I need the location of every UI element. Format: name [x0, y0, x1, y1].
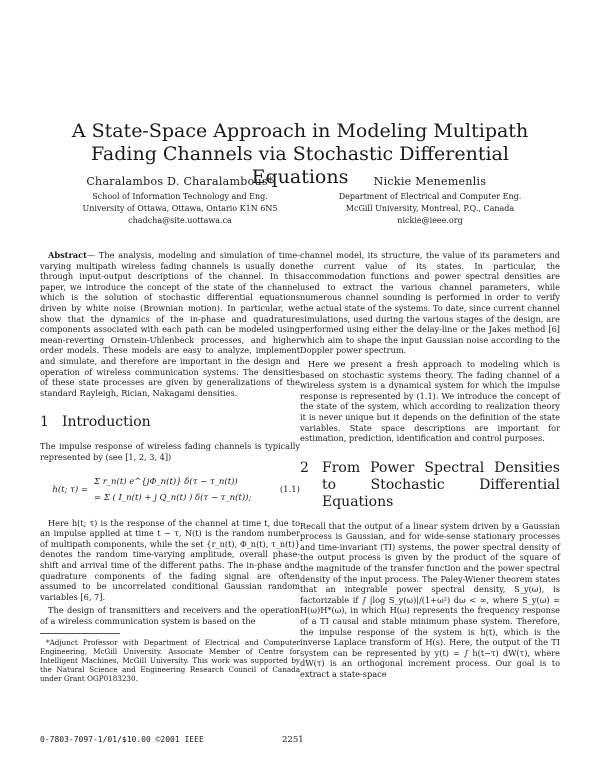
- paragraph: Here we present a fresh approach to modeling which is based on stochastic systems theory. The fading channel of a wireless system is a dynamical system for which the impulse response is represented by (1.1). We introduce the concept of the state of the system, which according to realization theory it is never unique but it depends on the definition of the state variables. State space descriptions are important for estimation, prediction, identification and control purposes.: [300, 358, 560, 444]
- title-line-1: A State-Space Approach in Modeling Multipath: [71, 120, 529, 142]
- title-line-2: Fading Channels via Stochastic Differential Equations: [91, 143, 509, 188]
- paragraph: channel model, its structure, the value of its parameters and the current value of its states. In particular, the accommodation functions and power spectral densities are used to extract the various channel parameters, while numerous channel sounding is performed in order to verify the actual state of the systems. To date, since current channel simulations, used during the various stages of the design, are performed using either the delay-line or the Jakes method [6] which aim to shape the input Gaussian noise according to the Doppler power spectrum.: [300, 250, 560, 356]
- copyright-line: 0-7803-7097-1/01/$10.00 ©2001 IEEE: [40, 735, 204, 744]
- paragraph: The design of transmitters and receivers and the operation of a wireless communication system is based on the: [40, 605, 300, 627]
- author-email: nickie@ieee.org: [397, 216, 463, 225]
- author-address: University of Ottawa, Ottawa, Ontario K1N 6N5: [82, 204, 278, 213]
- abstract-text: — The analysis, modeling and simulation of time-varying multipath wireless fading channels is usually done through input-output descriptions of the channel. In this paper, we introduce the concept of the state of the channel which is the solution of stochastic differential equations driven by white noise (Brownian motion). In particular, we show that the dynamics of the in-phase and quadrature components associated with each path can be modeled using mean-reverting Ornstein-Uhlenbeck processes, and higher order models. These models are easy to analyze, implement and simulate, and therefore are important in the design and operation of wireless communication systems. The densities of these state processes are given by generalizations of the standard Rayleigh, Rician, Nakagami densities.: [40, 250, 300, 398]
- author-name: Charalambos D. Charalambous*: [86, 175, 274, 188]
- section-number: 1: [40, 414, 49, 431]
- intro-paragraph: The impulse response of wireless fading channels is typically represented by (see [1, 2, 3, 4]): [40, 441, 300, 462]
- right-column: [300, 250, 560, 683]
- section-2-heading: [300, 460, 560, 511]
- section-number: 2: [300, 459, 309, 476]
- section-title: Introduction: [62, 414, 151, 431]
- left-column: [40, 250, 300, 683]
- footnote-rule: [40, 633, 120, 634]
- equation-1-1: [40, 471, 300, 510]
- author-email: chadcha@site.uottawa.ca: [128, 216, 232, 225]
- section-1-heading: [40, 414, 300, 431]
- author-block-1: [55, 176, 305, 227]
- footnote: *Adjunct Professor with Department of Electrical and Computer Engineering, McGill University. Associate Member of Centre for Intelligent Machines, McGill University. This work was supported by the Natural Science and Engineering Research Council of Canada under Grant OGP0183230.: [40, 637, 300, 683]
- abstract: [40, 250, 300, 398]
- equation-rhs: [94, 471, 278, 510]
- paragraph: Recall that the output of a linear system driven by a Gaussian process is Gaussian, and for wide-sense stationary processes and time-invariant (TI) systems, the power spectral density of the output process is given by the product of the square of the magnitude of the transfer function and the power spectral density of the input process. The Paley-Wiener theorem states that an integrable power spectral density, S_y(ω), is factorizable if ∫ |log S_y(ω)|/(1+ω²) dω < ∞, where S_y(ω) = H(ω)H*(ω), in which H(ω) represents the frequency response of a TI causal and stable minimum phase system. Therefore, the impulse response of the system is h(t), which is the inverse Laplace transform of H(s). Here, the output of the TI system can be represented by y(t) = ∫ h(t−τ) dW(τ), where dW(τ) is an orthogonal increment process. Our goal is to extract a state-space: [300, 520, 560, 679]
- equation-lhs: h(t; τ) =: [52, 484, 88, 495]
- author-address: McGill University, Montreal, P.Q., Canada: [345, 204, 515, 213]
- author-name: Nickie Menemenlis: [373, 175, 487, 188]
- equation-number: (1.1): [279, 484, 300, 495]
- abstract-label: Abstract: [48, 250, 87, 260]
- paragraph: Here h(t; τ) is the response of the channel at time t, due to an impulse applied at time t − τ, N(t) is the random number of multipath components, while the set {r_n(t), Φ_n(t), τ_n(t)} denotes the random time-varying amplitude, overall phase-shift and arrival time of the different paths. The in-phase and quadrature components of the fading signal are often assumed to be uncorrelated conditional Gaussian random variables [6, 7].: [40, 517, 300, 602]
- equation-row: Σ r_n(t) e^{jΦ_n(t)} δ(τ − τ_n(t)): [94, 476, 238, 487]
- equation-row: = Σ ( I_n(t) + j Q_n(t) ) δ(τ − τ_n(t));: [94, 493, 252, 504]
- page-number: 2251: [282, 735, 304, 745]
- author-affiliation: Department of Electrical and Computer Eng.: [338, 192, 522, 201]
- author-block-2: [305, 176, 555, 227]
- author-affiliation: School of Information Technology and Eng.: [92, 192, 268, 201]
- section-title: From Power Spectral Densities to Stochastic Differential Equations: [322, 459, 560, 510]
